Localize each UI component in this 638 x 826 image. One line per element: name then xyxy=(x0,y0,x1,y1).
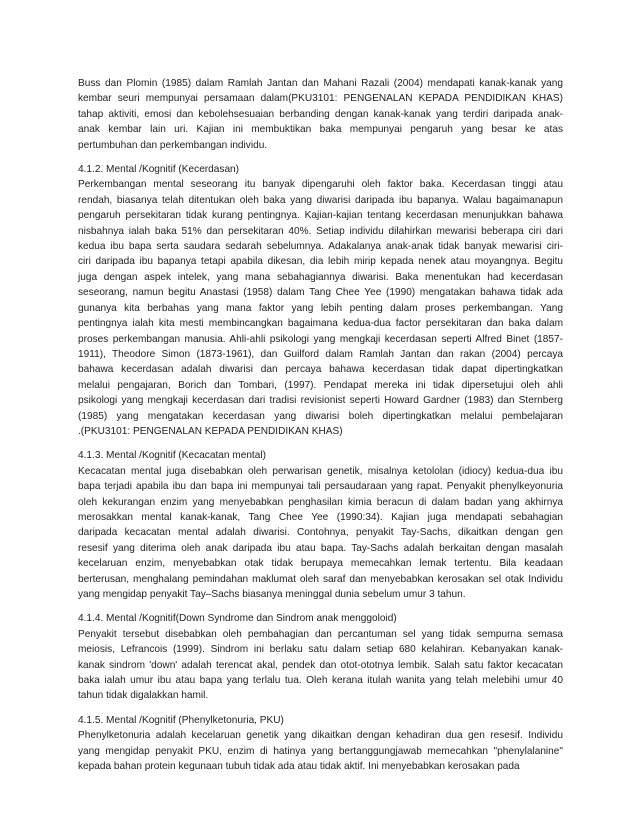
text-line: gunanya kita berbahas yang mana faktor yang lebih penting dalam proses perkembangan. Yang xyxy=(78,302,563,314)
text-line: yang mengidap penyakit PKU, enzim di hatinya yang bertanggungjawab memecahkan "phenylalanine" xyxy=(78,745,563,757)
text-line: rendah, biasanya telah ditentukan oleh baka yang diwarisi daripada ibu bapanya. Walau bagaimanapun xyxy=(78,194,563,206)
text-line: pengaruh persekitaran tidak kurang pentingnya. Kajian-kajian tentang kecerdasan menunjukkan bahawa xyxy=(78,210,563,222)
text-line: resesif yang diterima oleh anak daripada ibu atau bapa. Tay-Sachs adalah berkaitan dengan masalah xyxy=(78,542,563,554)
text-line: melalui pengajaran, Borich dan Tombari, (1997). Pendapat mereka ini tidak dipersetujui oleh ahli xyxy=(78,379,563,391)
text-line: pentingnya ialah kita mesti membincangkan bagaimana kedua-dua factor persekitaran dan baka dalam xyxy=(78,318,563,330)
text-line: merosakkan mental kanak-kanak, Tang Chee Yee (1990:34). Kajian juga mendapati sebahagian xyxy=(78,511,563,523)
section-heading: 4.1.4. Mental /Kognitif(Down Syndrome dan Sindrom anak menggoloid) xyxy=(78,613,397,625)
text-line: bapa terjadi apabila ibu dan bapa ini mempunyai tali persaudaraan yang rapat. Penyakit phenylkeyonuria xyxy=(78,481,563,493)
text-line: oleh kekurangan enzim yang menyebabkan penghasilan kimia beracun di dalam badan yang akhirnya xyxy=(78,496,563,508)
text-line: baka ialah umur ibu atau bapa yang terlalu tua. Oleh kerana itulah wanita yang telah melebihi umur 40 xyxy=(78,675,563,687)
text-line: Buss dan Plomin (1985) dalam Ramlah Jantan dan Mahani Razali (2004) mendapati kanak-kanak yang xyxy=(78,78,563,89)
section-heading: 4.1.5. Mental /Kognitif (Phenylketonuria, PKU) xyxy=(78,714,284,726)
text-line: kembar seuri mempunyai persamaan dalam(PKU3101: PENGENALAN KEPADA PENDIDIKAN KHAS) xyxy=(78,93,563,105)
section-heading: 4.1.3. Mental /Kognitif (Kecacatan mental) xyxy=(78,450,266,462)
section-heading: 4.1.2. Mental /Kognitif (Kecerdasan) xyxy=(78,164,240,176)
section-kecacatan-mental xyxy=(78,448,563,602)
text-line: pertumbuhan dan perkembangan individu. xyxy=(78,139,268,151)
text-line: 1911), Theodore Simon (1873-1961), dan Guilford dalam Ramlah Jantan dan rakan (2004) percaya xyxy=(78,348,563,360)
text-line: kecelaruan enzim, menyebabkan otak tidak berupaya memecahkan lemak tertentu. Bila keadaan xyxy=(78,558,563,570)
document-page xyxy=(78,76,563,783)
text-line: bahawa kecerdasan adalah diwarisi dan percaya bahawa kecerdasan tidak dapat dipertingkatkan xyxy=(78,364,563,376)
section-down-syndrome xyxy=(78,611,563,703)
text-line: kedua ibu bapa serta saudara sedarah sebelumnya. Adakalanya anak-anak tidak banyak mewarisi ciri- xyxy=(78,241,563,253)
section-phenylketonuria xyxy=(78,713,563,775)
text-line: daripada kecacatan mental adalah diwarisi. Contohnya, penyakit Tay-Sachs, dikaitkan dengan gen xyxy=(78,527,563,539)
text-line: ciri daripada ibu bapanya tetapi apabila dikesan, dia lebih mirip kepada nenek atau moyangnya. Begitu xyxy=(78,256,563,268)
text-line: psikologi yang mengkaji kecerdasan dari tradisi revisionist seperti Howard Gardner (1983) dan Sternberg xyxy=(78,395,563,407)
section-kecerdasan xyxy=(78,162,563,439)
text-line: tahun tidak digalakkan hamil. xyxy=(78,690,209,702)
text-line: proses perkembangan manusia. Ahli-ahli psikologi yang mengkaji kecerdasan seperti Alfred Binet (1857- xyxy=(78,333,563,345)
text-line: kepada bahan protein kegunaan tubuh tidak ada atau tidak aktif. Ini menyebabkan kerosakan pada xyxy=(78,761,520,773)
text-line: Penyakit tersebut disebabkan oleh pembahagian dan percantuman sel yang tidak sempurna semasa xyxy=(78,628,563,640)
text-line: (1985) yang mengatakan kecerdasan yang diwarisi boleh dipertingkatkan melalui pembelajaran xyxy=(78,410,563,422)
text-line: nisbahnya ialah baka 51% dan persekitaran 40%. Setiap individu dilahirkan mewarisi beberapa ciri dari xyxy=(78,225,563,237)
text-line: yang mengidap penyakit Tay–Sachs biasanya meninggal dunia sebelum umur 3 tahun. xyxy=(78,589,466,600)
text-line: kanak sindrom 'down' adalah terencat akal, pendek dan otot-ototnya lembik. Salah satu faktor kecacatan xyxy=(78,659,563,671)
text-line: seseorang, namun begitu Anastasi (1958) dalam Tang Chee Yee (1990) mengatakan bahawa tidak ada xyxy=(78,287,563,299)
text-line: juga dengan aspek intelek, yang mana sebahagiannya diwarisi. Baka menentukan had kecerdasan xyxy=(78,271,563,283)
text-line: Phenylketonuria adalah kecelaruan genetik yang dikaitkan dengan kehadiran dua gen resesif. Individu xyxy=(78,730,563,742)
text-line: meiosis, Lefrancois (1999). Sindrom ini berlaku satu dalam setiap 680 kelahiran. Kebanyakan kanak- xyxy=(78,644,563,656)
text-line: anak kembar lain uri. Kajian ini membuktikan baka mempunyai pengaruh yang besar ke atas xyxy=(78,124,563,136)
text-line: .(PKU3101: PENGENALAN KEPADA PENDIDIKAN KHAS) xyxy=(78,425,343,437)
text-line: berterusan, menghalang pemindahan maklumat oleh saraf dan menyebabkan kerosakan sel otak Individu xyxy=(78,573,563,585)
text-line: tahap aktiviti, emosi dan kebolehsesuaian berbanding dengan kanak-kanak yang terdiri daripada anak- xyxy=(78,108,563,120)
intro-paragraph xyxy=(78,76,563,153)
text-line: Kecacatan mental juga disebabkan oleh perwarisan genetik, misalnya ketololan (idiocy) kedua-dua ibu xyxy=(78,465,563,477)
text-line: Perkembangan mental seseorang itu banyak dipengaruhi oleh faktor baka. Kecerdasan tinggi atau xyxy=(78,179,563,191)
